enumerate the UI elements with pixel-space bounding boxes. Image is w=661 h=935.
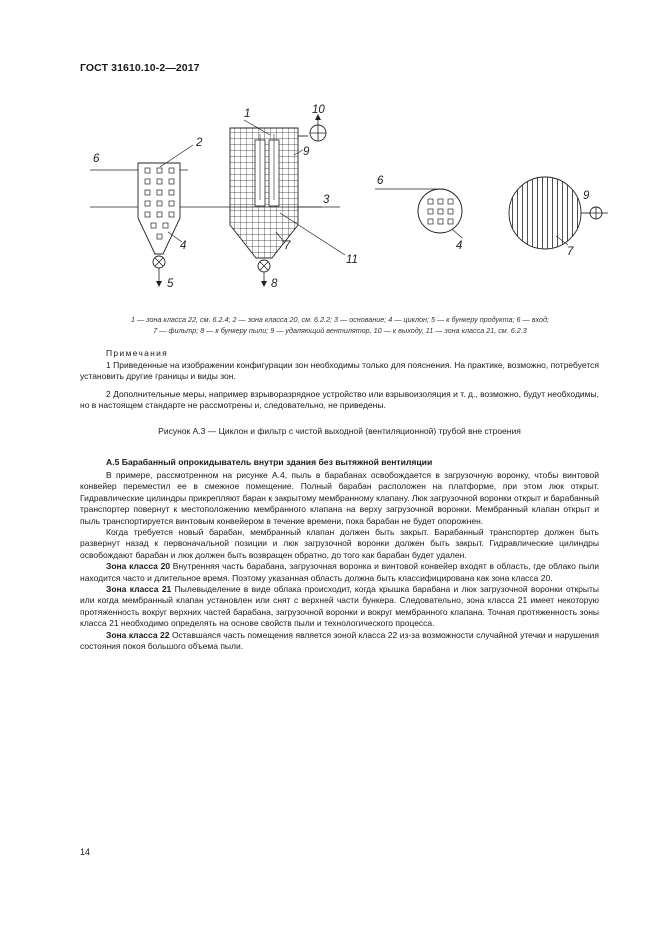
label-6: 6	[93, 153, 100, 165]
label-3: 3	[323, 194, 330, 206]
paragraph-1: В примере, рассмотренном на рисунке А.4, пыль в барабанах освобождается в загрузочную воронку, чтобы винтовой конвейер переместил ее в смежное помещение. Полный барабан расположен на платформе, при этом люк открыт. Гидравлические цилиндры прикрепляют баран к закрытому мембранному клапану. Люк загрузочной воронки открыт и барабанный транспортер повернут к местоположению мембранного клапана на верху загрузочной воронки. Мембранный клапан открыт и пыль транспортируется винтовым конвейером в течение времени, пока барабан не будет опорожнен.	[80, 470, 599, 526]
cyclone-top-view	[418, 189, 462, 233]
paragraph-2: Когда требуется новый барабан, мембранный клапан должен быть закрыт. Барабанный транспортер должен быть развернут назад к первоначальной позиции и люк загрузочной воронки должен быть закрыт. Гидравлические цилиндры освобождают барабан и люк должен быть возвращен обратно, до того как барабан будет удален.	[80, 527, 599, 560]
paragraph-5: Зона класса 22 Оставшаяся часть помещения является зоной класса 22 из-за возможности случайной утечки и нарушения состояния покоя большого объема пыли.	[80, 629, 600, 652]
label-4b: 4	[456, 240, 463, 252]
label-5: 5	[167, 278, 174, 290]
paragraph-4: Зона класса 21 Пылевыделение в виде облака происходит, когда крышка барабана и люк загрузочной воронки открыты или когда мембранный клапан установлен или снят с верхней части бункера. Следовательно, зона класса 21 имеет некоторую протяженность вокруг верхних частей барабана, загрузочной воронки и вокруг мембранного клапана. Точная протяженность зоны класса 21 необходимо определять на основе свойств пыли и технологического процесса.	[80, 584, 600, 629]
label-4: 4	[180, 240, 187, 252]
label-9: 9	[303, 146, 310, 158]
label-1: 1	[244, 108, 251, 120]
figure-caption: Рисунок А.3 — Циклон и фильтр с чистой выходной (вентиляционной) трубой вне строения	[158, 426, 521, 436]
figure-a3-diagram	[0, 0, 661, 300]
label-10: 10	[312, 104, 325, 116]
page-number: 14	[80, 847, 91, 857]
label-11: 11	[346, 254, 358, 266]
figure-legend-line-1: 1 — зона класса 22, см. 6.2.4; 2 — зона класса 20, см. 6.2.2; 3 — основание; 4 — циклон; 5 — к бункеру продукта; 6 — вход;	[131, 315, 549, 324]
label-6b: 6	[377, 175, 384, 187]
figure-legend-line-2: 7 — фильтр; 8 — к бункеру пыли; 9 — удаляющий вентилятор, 10 — к выходу, 11 — зона класса 21, см. 6.2.3	[153, 326, 527, 335]
label-2: 2	[196, 137, 203, 149]
fan-10	[310, 114, 326, 141]
filter-7	[230, 128, 308, 287]
paragraph-3: Зона класса 20 Внутренняя часть барабана, загрузочная воронка и винтовой конвейер входят в область, где облако пыли находится часто и длительное время. Поэтому указанная область должна быть классифицирована как зона класса 20.	[80, 561, 599, 583]
label-9b: 9	[583, 190, 590, 202]
notes-title: Примечания	[106, 348, 169, 358]
section-title: А.5 Барабанный опрокидыватель внутри здания без вытяжной вентиляции	[106, 457, 433, 467]
note-2: 2 Дополнительные меры, например взрыворазрядное устройство или взрывоизоляция и т. д., возможно, будут необходимы, но в настоящем стандарте не рассмотрены и, следовательно, не приведены.	[80, 389, 599, 411]
document-header: ГОСТ 31610.10-2—2017	[80, 62, 200, 74]
label-7: 7	[284, 240, 291, 252]
note-1: 1 Приведенные на изображении конфигурации зон необходимы только для пояснения. На практике, возможно, потребуется установить другие границы и виды зон.	[80, 360, 599, 382]
section-body	[80, 470, 599, 653]
cyclone-4	[138, 163, 180, 287]
label-7b: 7	[567, 246, 574, 258]
label-8: 8	[271, 278, 278, 290]
